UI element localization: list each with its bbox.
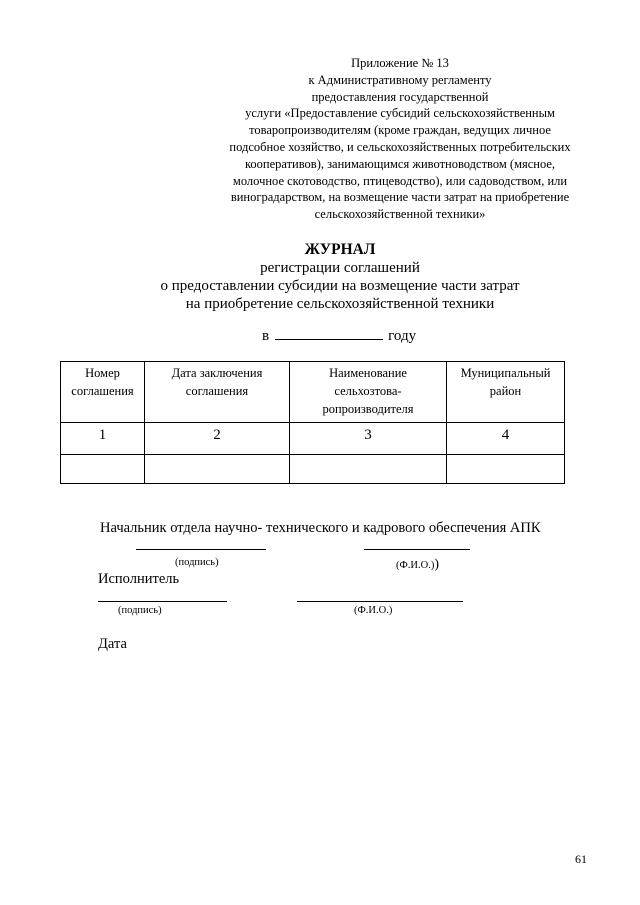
- header-cell-agreement-date: Дата заключения соглашения: [145, 362, 290, 423]
- year-suffix: году: [388, 328, 417, 344]
- table-cell: [145, 455, 290, 484]
- date-label: Дата: [98, 636, 127, 652]
- journal-subtitle-line: на приобретение сельскохозяйственной техники: [185, 296, 495, 312]
- appendix-line: к Административному регламенту: [308, 72, 492, 87]
- head-signature-caption: (подпись): [175, 557, 219, 568]
- head-fio-line: [364, 549, 470, 550]
- registration-table: [60, 361, 565, 484]
- head-of-department-title: Начальник отдела научно- технического и кадрового обеспечения АПК: [100, 520, 541, 536]
- appendix-line: молочное скотоводство, птицеводство), или садоводством, или: [232, 173, 568, 188]
- header-cell-agreement-number: Номер соглашения: [61, 362, 145, 423]
- appendix-line: виноградарством, на возмещение части затрат на приобретение: [230, 190, 570, 205]
- executor-signature-line: [98, 601, 227, 602]
- appendix-line: предоставления государственной: [311, 89, 489, 104]
- journal-subtitle-line: регистрации соглашений: [260, 260, 420, 276]
- appendix-line: кооперативов), занимающимся животноводством (мясное,: [244, 156, 556, 171]
- year-prefix: в: [262, 328, 270, 344]
- executor-fio-line: [297, 601, 463, 602]
- journal-title-block: [100, 240, 580, 313]
- header-cell-district: Муниципальный район: [447, 362, 565, 423]
- appendix-line: подсобное хозяйство, и сельскохозяйственных потребительских: [229, 139, 571, 154]
- appendix-line: сельскохозяйственной техники»: [314, 207, 486, 222]
- executor-signature-caption: (подпись): [118, 605, 162, 616]
- appendix-line: Приложение № 13: [351, 56, 449, 70]
- appendix-line: услуги «Предоставление субсидий сельскохозяйственным: [245, 106, 555, 121]
- appendix-block: [200, 55, 600, 223]
- table-header-row: [61, 362, 565, 423]
- table-cell: [290, 455, 447, 484]
- column-number: 3: [290, 423, 447, 455]
- appendix-line: товаропроизводителям (кроме граждан, ведущих личное: [249, 123, 551, 138]
- head-fio-caption: (Ф.И.О.)): [396, 557, 440, 572]
- table-cell: [61, 455, 145, 484]
- journal-heading: ЖУРНАЛ: [304, 241, 376, 258]
- table-cell: [447, 455, 565, 484]
- column-number: 1: [61, 423, 145, 455]
- column-number: 2: [145, 423, 290, 455]
- page-number: 61: [575, 852, 587, 866]
- head-signature-line: [136, 549, 266, 550]
- table-empty-row: [61, 455, 565, 484]
- executor-label: Исполнитель: [98, 571, 180, 587]
- year-blank-field: [275, 327, 383, 340]
- column-number: 4: [447, 423, 565, 455]
- journal-subtitle-line: о предоставлении субсидии на возмещение части затрат: [160, 278, 520, 294]
- executor-fio-caption: (Ф.И.О.): [354, 605, 393, 616]
- header-cell-producer-name: Наименование сельхозтова- ропроизводителя: [290, 362, 447, 423]
- table-number-row: [61, 423, 565, 455]
- year-line: [262, 327, 416, 345]
